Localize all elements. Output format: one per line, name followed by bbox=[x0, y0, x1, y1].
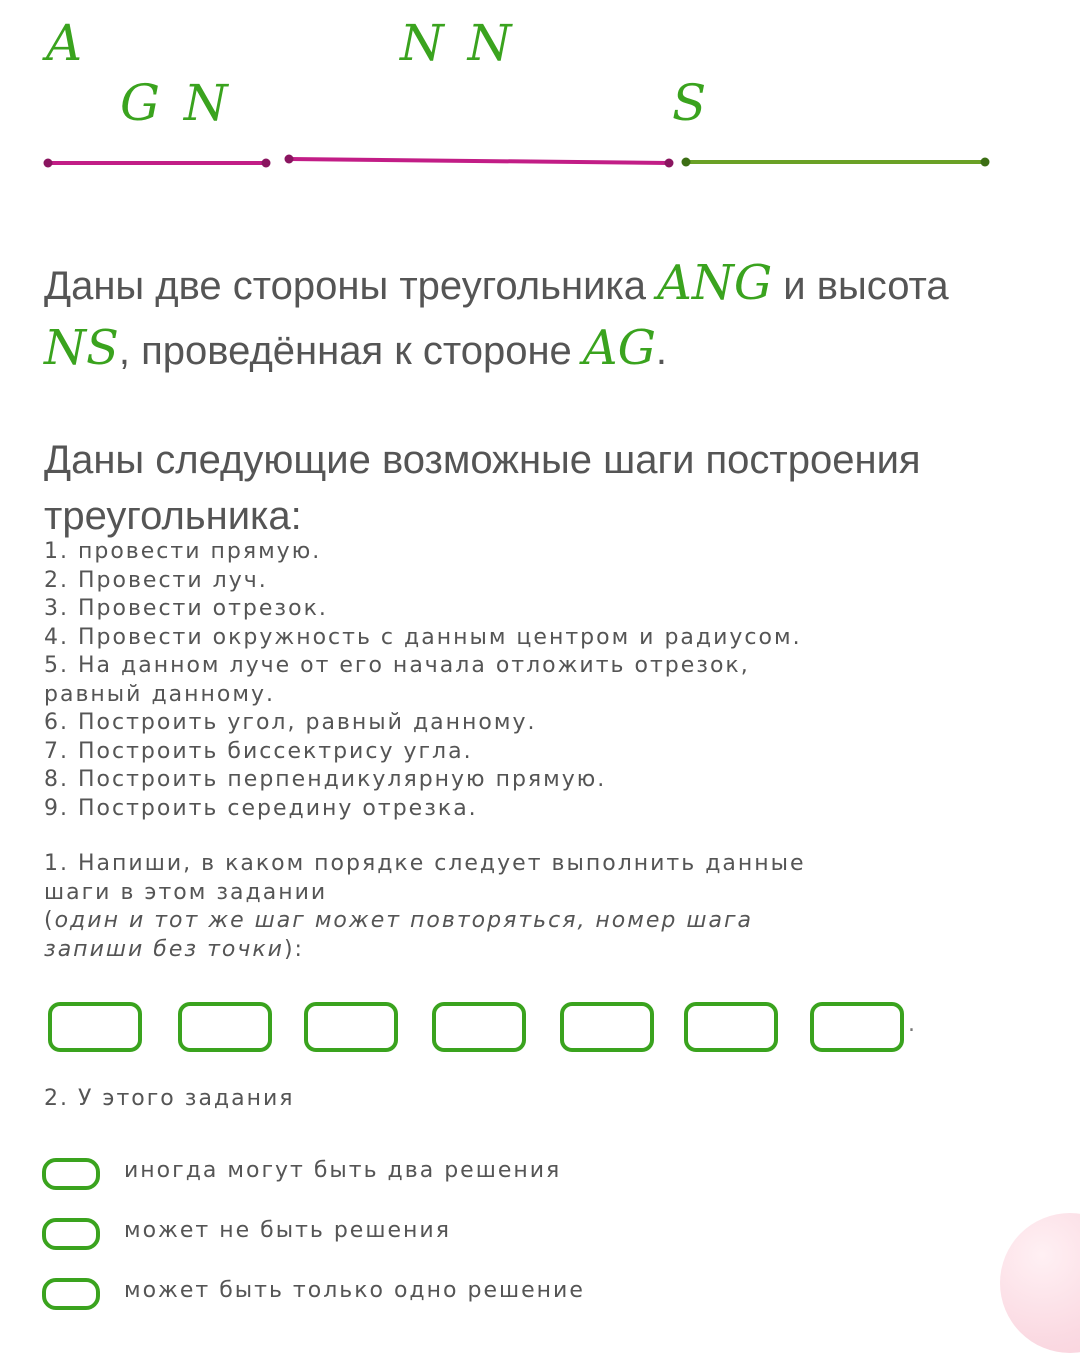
segment-ng bbox=[285, 155, 674, 168]
radio-one-solution[interactable] bbox=[42, 1278, 100, 1310]
note-line-1: один и тот же шаг может повторяться, номер шага bbox=[54, 908, 754, 933]
step-item: равный данному. bbox=[44, 681, 275, 707]
step-item: 5. На данном луче от его начала отложить отрезок, bbox=[44, 653, 750, 678]
step-item: 3. Провести отрезок. bbox=[44, 596, 328, 621]
segment1-top-label: A bbox=[46, 14, 83, 72]
intro-text-4: . bbox=[655, 329, 668, 373]
answer-box-3[interactable] bbox=[304, 1002, 398, 1052]
steps-heading: Даны следующие возможные шаги построения треугольника: bbox=[44, 438, 921, 538]
answer-box-4[interactable] bbox=[432, 1002, 526, 1052]
option-label: может не быть решения bbox=[124, 1218, 451, 1243]
question-1 bbox=[44, 850, 1054, 964]
segment3-top-label: S bbox=[672, 74, 707, 132]
option-label: иногда могут быть два решения bbox=[124, 1158, 562, 1183]
segment-ns bbox=[682, 158, 990, 167]
answer-box-5[interactable] bbox=[560, 1002, 654, 1052]
step-item: 6. Построить угол, равный данному. bbox=[44, 710, 537, 735]
answer-box-6[interactable] bbox=[684, 1002, 778, 1052]
answer-end-dot: . bbox=[908, 1012, 915, 1037]
decorative-pink-shape bbox=[1000, 1213, 1080, 1353]
note-line-2: запиши без точки bbox=[44, 936, 284, 962]
steps-list bbox=[44, 538, 1054, 823]
radio-two-solutions[interactable] bbox=[42, 1158, 100, 1190]
answer-box-1[interactable] bbox=[48, 1002, 142, 1052]
problem-statement bbox=[44, 252, 1044, 382]
intro-text-1: Даны две стороны треугольника bbox=[44, 264, 658, 308]
option-label: может быть только одно решение bbox=[124, 1278, 585, 1303]
segment2-top-label: N N bbox=[400, 14, 512, 72]
side-name: AG bbox=[582, 320, 656, 376]
note-close: ): bbox=[283, 936, 304, 962]
step-item: 2. Провести луч. bbox=[44, 567, 268, 593]
step-item: 8. Построить перпендикулярную прямую. bbox=[44, 767, 607, 792]
question-1-line-1: 1. Напиши, в каком порядке следует выполнить данные bbox=[44, 851, 806, 876]
height-name: NS bbox=[44, 320, 119, 376]
question-1-note-cont bbox=[44, 936, 1054, 965]
question-1-note bbox=[44, 907, 1054, 936]
step-item: 4. Провести окружность с данным центром и радиусом. bbox=[44, 624, 802, 650]
segment-an bbox=[44, 159, 271, 168]
answer-box-7[interactable] bbox=[810, 1002, 904, 1052]
question-1-line-2: шаги в этом задании bbox=[44, 879, 328, 905]
step-item: 7. Построить биссектрису угла. bbox=[44, 738, 473, 764]
step-item: 9. Построить середину отрезка. bbox=[44, 795, 478, 821]
segment1-bottom-label: G N bbox=[120, 74, 228, 132]
note-open: ( bbox=[44, 908, 55, 933]
answer-box-2[interactable] bbox=[178, 1002, 272, 1052]
given-segments bbox=[0, 140, 1080, 180]
intro-text-3: , проведённая к стороне bbox=[118, 329, 583, 373]
question-2-label: 2. У этого задания bbox=[44, 1086, 295, 1111]
triangle-name: ANG bbox=[657, 255, 773, 311]
intro-text-2: и высота bbox=[772, 264, 949, 308]
step-item: 1. провести прямую. bbox=[44, 539, 322, 564]
radio-no-solution[interactable] bbox=[42, 1218, 100, 1250]
